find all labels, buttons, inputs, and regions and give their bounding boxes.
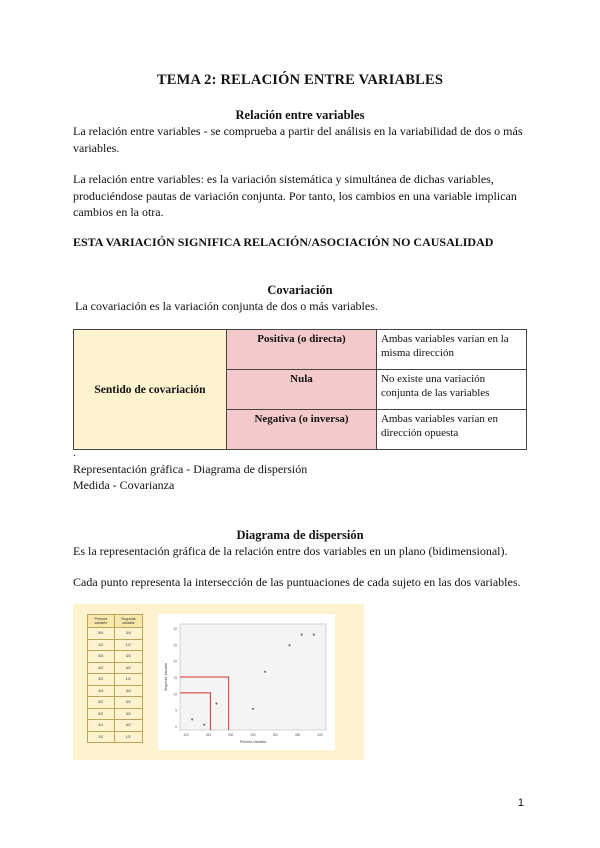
row-header-sentido: Sentido de covariación: [74, 330, 227, 450]
figure-table-row: [88, 628, 143, 640]
scatter-point: [252, 708, 254, 710]
figure-data-table: [87, 614, 143, 743]
figure-table-cell: 4/2: [88, 662, 115, 674]
figure-table-header: Primera variable: [88, 615, 115, 628]
type-negativa: Negativa (o inversa): [227, 410, 377, 450]
figure-table-cell: 3/4: [88, 651, 115, 663]
figure-table-cell: 1/2: [88, 731, 115, 743]
x-tick-label: 200: [228, 733, 234, 737]
x-tick-label: 300: [272, 733, 278, 737]
figure-table-header: Segunda variable: [114, 615, 142, 628]
y-tick-label: 25: [173, 643, 177, 648]
scatter-plot: [158, 614, 335, 750]
scatter-point: [191, 718, 193, 720]
x-tick-label: 100: [183, 733, 189, 737]
y-tick-label: 0: [175, 725, 177, 729]
figure-table-cell: 4/4: [88, 685, 115, 697]
covariation-table: [73, 329, 527, 450]
y-tick-label: 15: [173, 676, 177, 680]
scatter-point: [264, 671, 266, 673]
type-nula: Nula: [227, 370, 377, 410]
page-title: TEMA 2: RELACIÓN ENTRE VARIABLES: [156, 72, 444, 88]
x-axis-label: Primera Variable: [239, 740, 267, 744]
page-number: 1: [517, 797, 524, 809]
figure-table-cell: 4/1: [88, 720, 115, 732]
caps-statement: ESTA VARIACIÓN SIGNIFICA RELACIÓN/ASOCIACIÓN NO CAUSALIDAD: [73, 235, 494, 249]
paragraph-diagrama-1: Es la representación gráfica de la relación entre dos variables en un plano (bidimensional).: [73, 544, 508, 558]
scatter-point: [313, 634, 315, 636]
scatter-point: [215, 702, 217, 704]
stray-dot: .: [73, 445, 76, 459]
figure-table-row: [88, 662, 143, 674]
figure-table-cell: 3/4: [114, 651, 142, 663]
figure-table-cell: 3/2: [114, 697, 142, 709]
figure-table-row: [88, 720, 143, 732]
scatter-point: [301, 634, 303, 636]
figure-table-cell: 3/4: [114, 628, 142, 640]
section-heading-covariacion: Covariación: [267, 283, 333, 297]
figure-table-cell: 4/2: [114, 662, 142, 674]
desc-nula: No existe una variación conjunta de las variables: [376, 370, 526, 410]
figure-table-row: [88, 731, 143, 743]
figure-table-cell: 1/2: [114, 639, 142, 651]
paragraph-relacion-2: La relación entre variables: es la variación sistemática y simultánea de dichas variables, produciéndose pautas de variación conjunta. Por tanto, los cambios en una variable implican cambios en la otra.: [73, 172, 517, 219]
figure-table-cell: 1/2: [114, 674, 142, 686]
figure-table-row: [88, 708, 143, 720]
x-tick-label: 150: [205, 733, 211, 737]
figure-table-cell: 1/2: [114, 731, 142, 743]
y-axis-label: Segunda Variable: [164, 662, 168, 692]
figure-table-cell: 3/2: [88, 674, 115, 686]
figure-table-row: [88, 697, 143, 709]
figure-table-row: [88, 674, 143, 686]
covariacion-definition: La covariación es la variación conjunta de dos o más variables.: [75, 299, 378, 313]
x-tick-label: 400: [317, 733, 323, 737]
figure-table-cell: 1/2: [88, 639, 115, 651]
desc-positiva: Ambas variables varían en la misma dirección: [376, 330, 526, 370]
figure-table-cell: 4/2: [114, 720, 142, 732]
figure-table-cell: 5/2: [88, 708, 115, 720]
figure-table-cell: 5/2: [88, 697, 115, 709]
paragraph-diagrama-2: Cada punto representa la intersección de las puntuaciones de cada sujeto en las dos variables.: [73, 575, 521, 589]
x-tick-label: 250: [250, 733, 256, 737]
scatter-point: [203, 724, 205, 726]
y-tick-label: 5: [175, 708, 177, 713]
scatter-plot-panel: [158, 614, 335, 750]
section-heading-relacion: Relación entre variables: [235, 108, 365, 122]
figure-table-row: [88, 651, 143, 663]
type-positiva: Positiva (o directa): [227, 330, 377, 370]
paragraph-relacion-1: La relación entre variables - se comprueba a partir del análisis en la variabilidad de dos o más variables.: [73, 124, 523, 155]
section-heading-diagrama: Diagrama de dispersión: [236, 528, 364, 542]
scatter-point: [288, 644, 290, 646]
y-tick-label: 30: [173, 627, 177, 631]
y-tick-label: 10: [173, 692, 177, 697]
y-tick-label: 20: [173, 659, 177, 664]
figure-table-row: [88, 685, 143, 697]
x-tick-label: 350: [295, 733, 301, 737]
figure-table-cell: 5/4: [88, 628, 115, 640]
figure-table-cell: 3/4: [114, 685, 142, 697]
line-medida: Medida - Covarianza: [73, 478, 175, 492]
desc-negativa: Ambas variables varían en dirección opuesta: [376, 410, 526, 450]
figure-table-row: [88, 639, 143, 651]
figure-table-cell: 3/2: [114, 708, 142, 720]
line-representacion: Representación gráfica - Diagrama de dispersión: [73, 462, 308, 476]
